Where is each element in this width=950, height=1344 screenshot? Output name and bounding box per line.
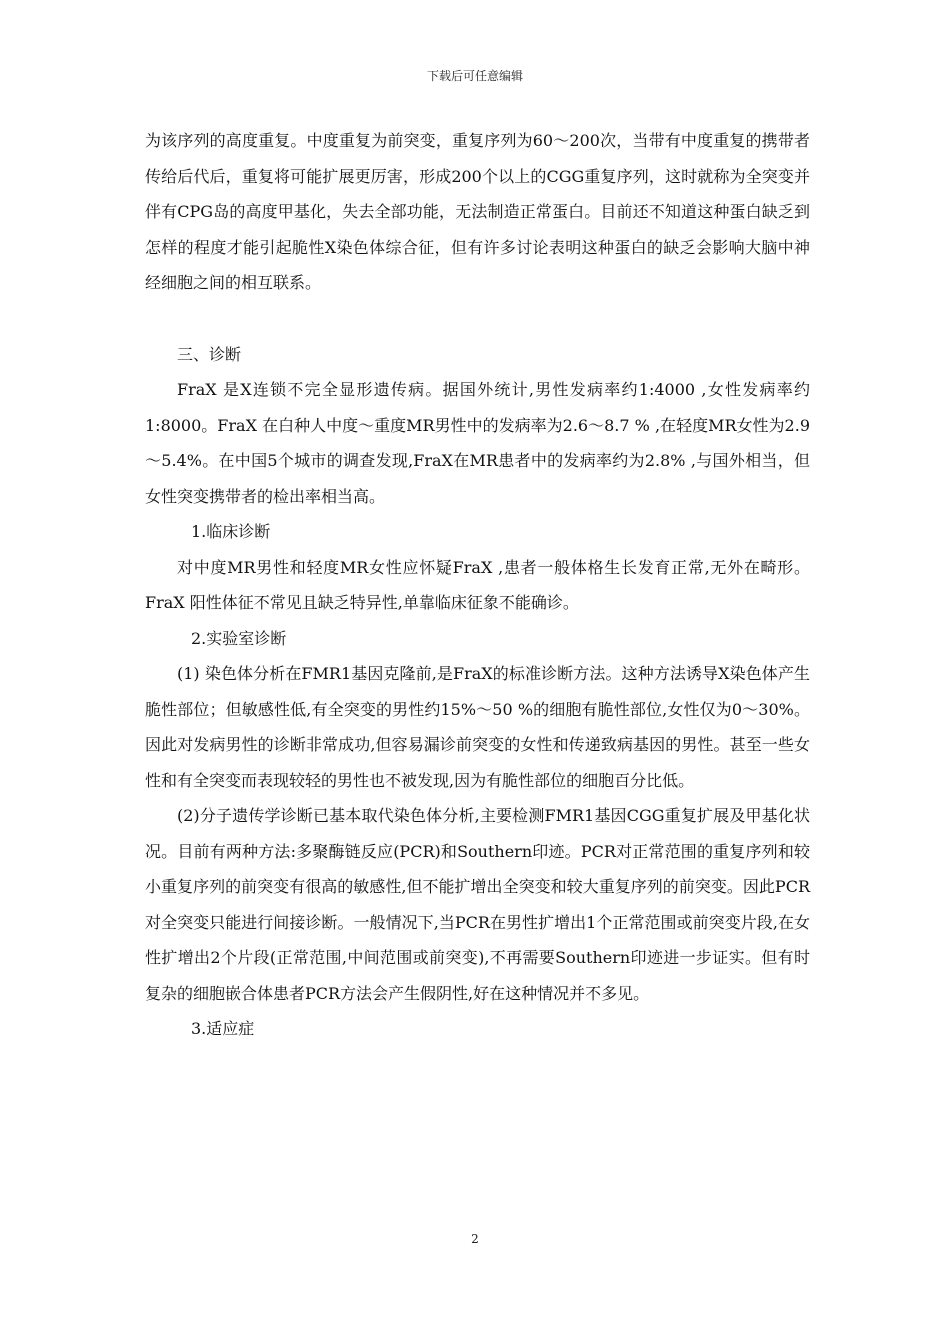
paragraph-gap xyxy=(145,301,810,337)
paragraph-chromosome-analysis: (1) 染色体分析在FMR1基因克隆前,是FraX的标准诊断方法。这种方法诱导X染色体产生脆性部位；但敏感性低,有全突变的男性约15%～50 %的细胞有脆性部位,女性仅为0～30%。因此对发病男性的诊断非常成功,但容易漏诊前突变的女性和传递致病基因的男性。甚至一些女性和有全突变而表现较轻的男性也不被发现,因为有脆性部位的细胞百分比低。 xyxy=(145,664,810,790)
subheading-lab-diagnosis: 2.实验室诊断 xyxy=(191,628,287,648)
document-body xyxy=(145,123,810,1047)
page-header: 下载后可任意编辑 xyxy=(426,69,523,83)
paragraph-continuation: 为该序列的高度重复。中度重复为前突变，重复序列为60～200次，当带有中度重复的携带者传给后代后，重复将可能扩展更厉害，形成200个以上的CGG重复序列，这时就称为全突变并伴有CPG岛的高度甲基化，失去全部功能，无法制造正常蛋白。目前还不知道这种蛋白缺乏到怎样的程度才能引起脆性X染色体综合征，但有许多讨论表明这种蛋白的缺乏会影响大脑中神经细胞之间的相互联系。 xyxy=(145,131,810,292)
section-heading-diagnosis: 三、诊断 xyxy=(177,344,242,364)
paragraph-molecular-diagnosis: (2)分子遗传学诊断已基本取代染色体分析,主要检测FMR1基因CGG重复扩展及甲基化状况。目前有两种方法:多聚酶链反应(PCR)和Southern印迹。PCR对正常范围的重复序列和较小重复序列的前突变有很高的敏感性,但不能扩增出全突变和较大重复序列的前突变。因此PCR对全突变只能进行间接诊断。一般情况下,当PCR在男性扩增出1个正常范围或前突变片段,在女性扩增出2个片段(正常范围,中间范围或前突变),不再需要Southern印迹进一步证实。但有时复杂的细胞嵌合体患者PCR方法会产生假阴性,好在这种情况并不多见。 xyxy=(145,806,810,1003)
subheading-clinical-diagnosis: 1.临床诊断 xyxy=(191,522,271,541)
paragraph-epidemiology: FraX 是X连锁不完全显形遗传病。据国外统计,男性发病率约1:4000 ,女性发病率约1:8000。FraX 在白种人中度～重度MR男性中的发病率为2.6～8.7 % ,在轻度MR女性为2.9～5.4%。在中国5个城市的调查发现,FraX在MR患者中的发病率约为2.8% ,与国外相当，但女性突变携带者的检出率相当高。 xyxy=(145,380,810,506)
paragraph-clinical: 对中度MR男性和轻度MR女性应怀疑FraX ,患者一般体格生长发育正常,无外在畸形。FraX 阳性体征不常见且缺乏特异性,单靠临床征象不能确诊。 xyxy=(145,557,810,612)
page-number: 2 xyxy=(471,1232,479,1246)
subheading-indications: 3.适应症 xyxy=(191,1019,255,1038)
